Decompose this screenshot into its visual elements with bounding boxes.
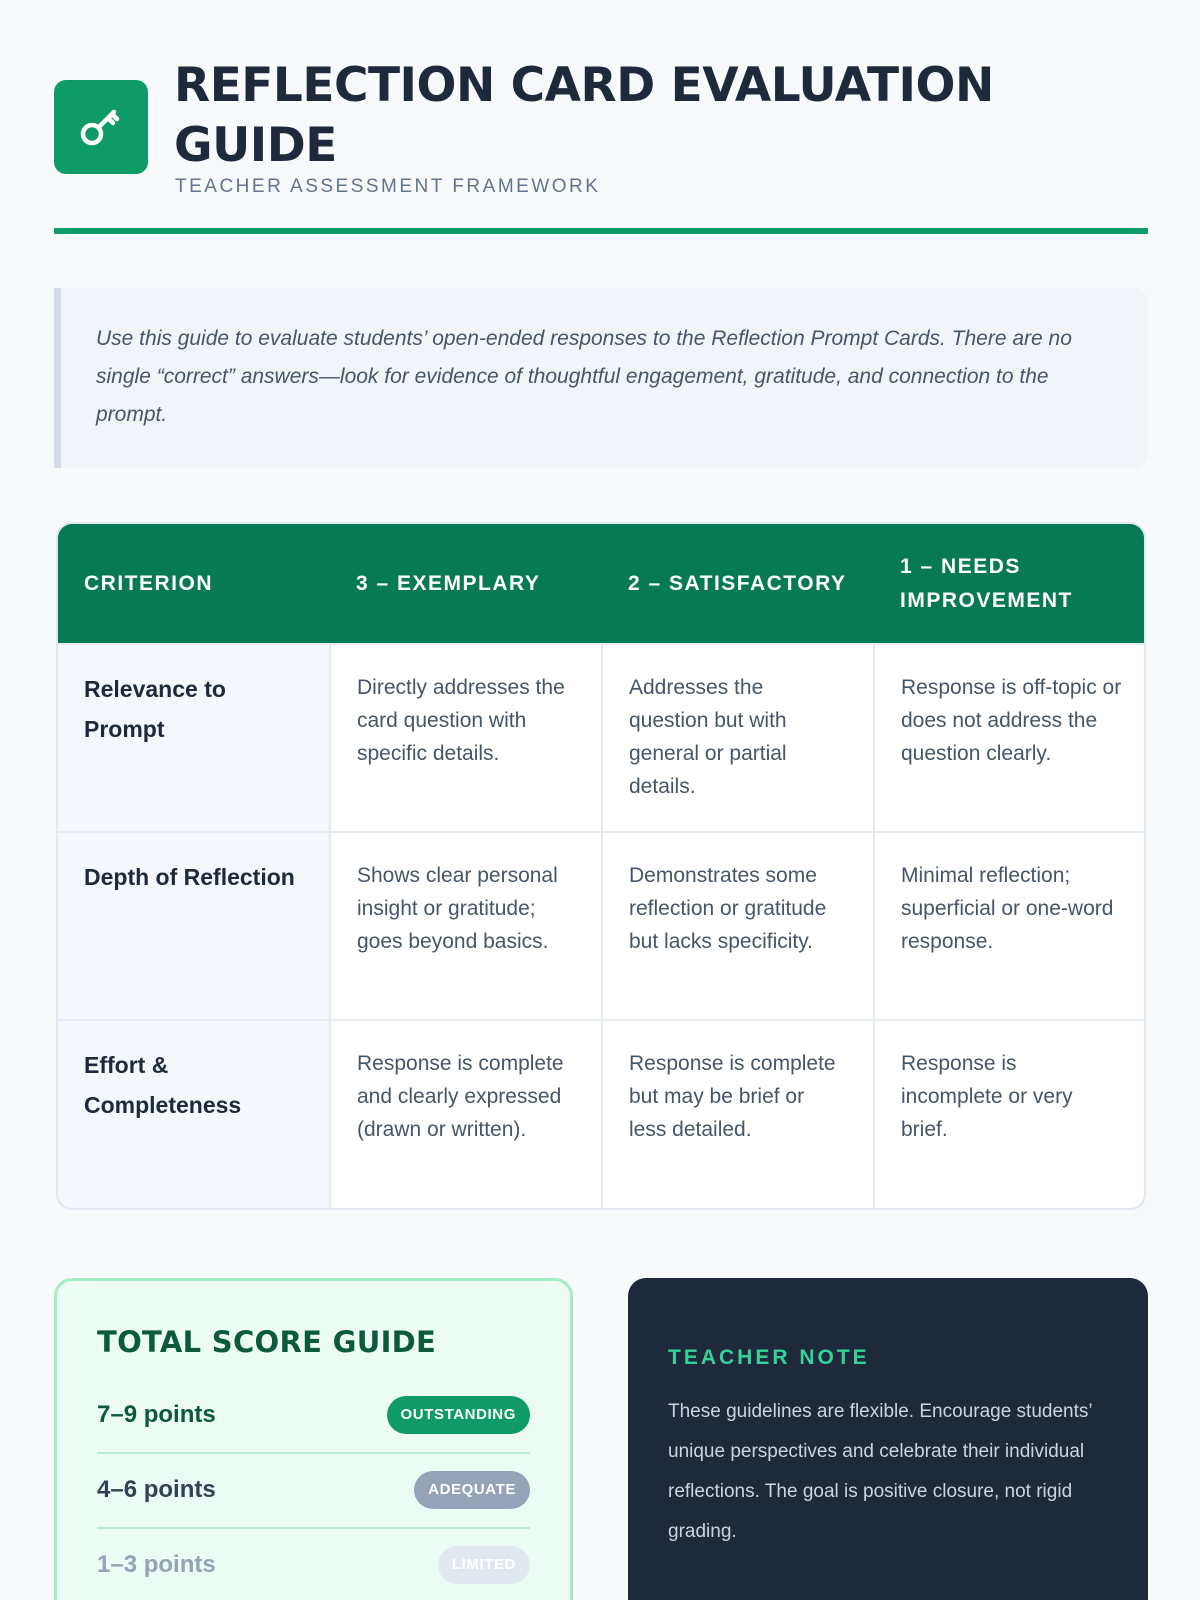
teacher-note-card <box>628 1278 1148 1600</box>
score-row <box>97 1454 530 1529</box>
score-row <box>97 1379 530 1454</box>
satisfactory-cell: Addresses the question but with general or partial details. <box>602 644 874 832</box>
column-header-exemplary: 3 – EXEMPLARY <box>330 524 602 644</box>
page-title: REFLECTION CARD EVALUATION GUIDE <box>174 58 994 173</box>
exemplary-cell: Shows clear personal insight or gratitude; goes beyond basics. <box>330 832 602 1020</box>
exemplary-cell: Directly addresses the card question with specific details. <box>330 644 602 832</box>
score-row <box>97 1529 530 1600</box>
page-subtitle: TEACHER ASSESSMENT FRAMEWORK <box>175 176 601 197</box>
table-row <box>58 1020 1146 1208</box>
intro-callout <box>54 288 1148 468</box>
rubric-table <box>56 522 1146 1210</box>
logo-badge <box>54 80 148 174</box>
teacher-note-title: TEACHER NOTE <box>668 1346 870 1369</box>
needs-improvement-cell: Response is off-topic or does not address the question clearly. <box>874 644 1146 832</box>
score-badge: ADEQUATE <box>414 1471 530 1509</box>
satisfactory-cell: Response is complete but may be brief or less detailed. <box>602 1020 874 1208</box>
criterion-cell: Relevance to Prompt <box>58 644 330 832</box>
table-row <box>58 832 1146 1020</box>
key-icon <box>73 99 129 155</box>
score-points: 4–6 points <box>97 1476 216 1503</box>
exemplary-cell: Response is complete and clearly expressed (drawn or written). <box>330 1020 602 1208</box>
needs-improvement-cell: Response is incomplete or very brief. <box>874 1020 1146 1208</box>
score-guide-card <box>54 1278 573 1600</box>
intro-text: Use this guide to evaluate students’ open-ended responses to the Reflection Prompt Cards. There are no single “correct” answers—look for evidence of thoughtful engagement, gratitude, and connection to the prompt. <box>96 327 1072 426</box>
header <box>54 56 1148 232</box>
table-row <box>58 644 1146 832</box>
score-points: 7–9 points <box>97 1401 216 1428</box>
rubric-header-row <box>58 524 1146 644</box>
criterion-cell: Depth of Reflection <box>58 832 330 1020</box>
needs-improvement-cell: Minimal reflection; superficial or one-word response. <box>874 832 1146 1020</box>
score-guide-title: TOTAL SCORE GUIDE <box>97 1325 437 1359</box>
criterion-cell: Effort & Completeness <box>58 1020 330 1208</box>
score-badge: OUTSTANDING <box>387 1396 530 1434</box>
column-header-needs-improvement: 1 – NEEDS IMPROVEMENT <box>874 524 1146 644</box>
column-header-satisfactory: 2 – SATISFACTORY <box>602 524 874 644</box>
score-badge: LIMITED <box>438 1546 530 1584</box>
score-points: 1–3 points <box>97 1551 216 1578</box>
page <box>54 0 1148 1600</box>
header-divider <box>54 228 1148 234</box>
teacher-note-text: These guidelines are flexible. Encourage students’ unique perspectives and celebrate their individual reflections. The goal is positive closure, not rigid grading. <box>668 1401 1092 1542</box>
satisfactory-cell: Demonstrates some reflection or gratitude but lacks specificity. <box>602 832 874 1020</box>
column-header-criterion: CRITERION <box>58 524 330 644</box>
